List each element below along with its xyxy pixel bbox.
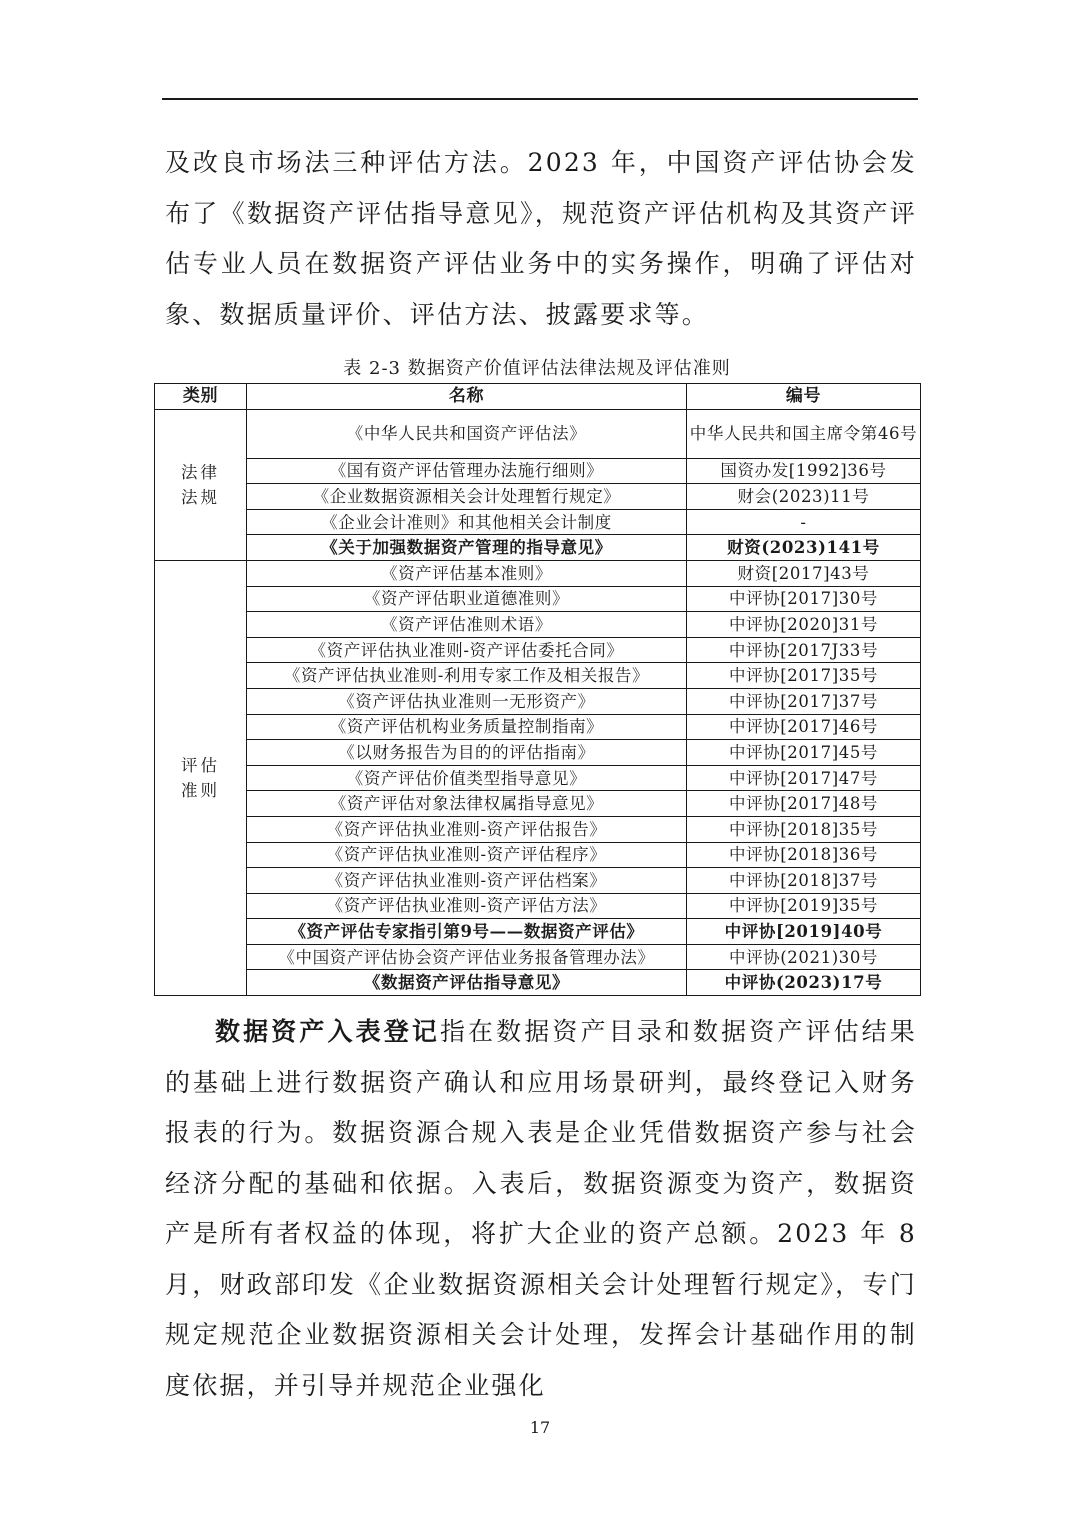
table-caption: 表 2-3 数据资产价值评估法律法规及评估准则: [343, 358, 731, 379]
category-laws: [155, 409, 247, 560]
table-row: [155, 893, 921, 919]
category-laws-line2: 法规: [181, 487, 220, 507]
table-row: [155, 458, 921, 484]
header-name: 名称: [247, 384, 687, 410]
row-number: 国资办发[1992]36号: [687, 458, 921, 484]
row-name: 《中国资产评估协会资产评估业务报备管理办法》: [247, 944, 687, 970]
table-row: [155, 612, 921, 638]
table-row: [155, 791, 921, 817]
row-name: 《资产评估执业准则-利用专家工作及相关报告》: [247, 663, 687, 689]
row-name: 《资产评估执业准则-资产评估档案》: [247, 868, 687, 894]
row-number: 财会(2023)11号: [687, 484, 921, 510]
table-header-row: [155, 384, 921, 410]
row-name: 《资产评估执业准则-资产评估委托合同》: [247, 637, 687, 663]
table-row: [155, 409, 921, 458]
table-row: [155, 663, 921, 689]
row-name: 《资产评估基本准则》: [247, 560, 687, 586]
header-rule: [162, 98, 918, 100]
category-standards-line2: 准则: [181, 781, 220, 801]
row-name: 《资产评估机构业务质量控制指南》: [247, 714, 687, 740]
row-number: 中评协[2017]30号: [687, 586, 921, 612]
category-standards-line1: 评估: [181, 756, 220, 776]
row-number: 中评协[2018]36号: [687, 842, 921, 868]
table-row: [155, 868, 921, 894]
category-laws-line1: 法律: [181, 462, 220, 482]
table-row: [155, 484, 921, 510]
paragraph-1: 及改良市场法三种评估方法。2023 年，中国资产评估协会发布了《数据资产评估指导意见》，规范资产评估机构及其资产评估专业人员在数据资产评估业务中的实务操作，明确了评估对象、数据质量评价、评估方法、披露要求等。: [165, 148, 917, 329]
row-name: 《资产评估执业准则-资产评估方法》: [247, 893, 687, 919]
row-name: 《中华人民共和国资产评估法》: [247, 409, 687, 458]
table-row: [155, 535, 921, 561]
header-category: 类别: [155, 384, 247, 410]
row-name: 《资产评估执业准则-资产评估报告》: [247, 816, 687, 842]
table-row: [155, 714, 921, 740]
row-number: 中评协[2019]40号: [687, 919, 921, 945]
row-name: 《企业会计准则》和其他相关会计制度: [247, 509, 687, 535]
table-row: [155, 740, 921, 766]
row-name: 《资产评估执业准则-资产评估程序》: [247, 842, 687, 868]
table-row: [155, 970, 921, 996]
row-number: 中评协[2017J33号: [687, 637, 921, 663]
row-number: 中评协[2017]35号: [687, 663, 921, 689]
row-number: -: [687, 509, 921, 535]
row-name: 《资产评估执业准则一无形资产》: [247, 688, 687, 714]
row-number: 财资(2023)141号: [687, 535, 921, 561]
row-number: 中评协[2019]35号: [687, 893, 921, 919]
table-row: [155, 816, 921, 842]
row-number: 中华人民共和国主席令第46号: [687, 409, 921, 458]
row-name: 《资产评估准则术语》: [247, 612, 687, 638]
table-row: [155, 560, 921, 586]
table-row: [155, 509, 921, 535]
paragraph-2-text: 指在数据资产目录和数据资产评估结果的基础上进行数据资产确认和应用场景研判，最终登记入财务报表的行为。数据资源合规入表是企业凭借数据资产参与社会经济分配的基础和依据。入表后，数据资源变为资产，数据资产是所有者权益的体现，将扩大企业的资产总额。2023 年 8 月，财政部印发《企业数据资源相关会计处理暂行规定》，专门规定规范企业数据资源相关会计处理，发挥会计基础作用的制度依据，并引导并规范企业强化: [165, 1017, 917, 1400]
row-name: 《资产评估价值类型指导意见》: [247, 765, 687, 791]
row-number: 中评协[2017]45号: [687, 740, 921, 766]
row-name: 《数据资产评估指导意见》: [247, 970, 687, 996]
table-row: [155, 944, 921, 970]
category-standards: [155, 560, 247, 995]
row-number: 中评协[2017]46号: [687, 714, 921, 740]
row-number: 中评协(2021)30号: [687, 944, 921, 970]
row-name: 《以财务报告为目的的评估指南》: [247, 740, 687, 766]
header-number: 编号: [687, 384, 921, 410]
row-number: 中评协[2017]48号: [687, 791, 921, 817]
table-row: [155, 842, 921, 868]
paragraph-2-lead: 数据资产入表登记: [215, 1017, 440, 1046]
row-name: 《资产评估职业道德准则》: [247, 586, 687, 612]
row-number: 中评协[2018]35号: [687, 816, 921, 842]
row-number: 中评协[2017]47号: [687, 765, 921, 791]
row-number: 中评协[2017]37号: [687, 688, 921, 714]
page-number: 17: [529, 1418, 551, 1437]
row-name: 《企业数据资源相关会计处理暂行规定》: [247, 484, 687, 510]
row-name: 《国有资产评估管理办法施行细则》: [247, 458, 687, 484]
table-row: [155, 637, 921, 663]
row-number: 中评协[2018]37号: [687, 868, 921, 894]
row-number: 财资[2017]43号: [687, 560, 921, 586]
row-name: 《关于加强数据资产管理的指导意见》: [247, 535, 687, 561]
table-row: [155, 765, 921, 791]
row-name: 《资产评估专家指引第9号——数据资产评估》: [247, 919, 687, 945]
row-name: 《资产评估对象法律权属指导意见》: [247, 791, 687, 817]
paragraph-2: [165, 1007, 917, 1411]
table-row: [155, 688, 921, 714]
row-number: 中评协(2023)17号: [687, 970, 921, 996]
row-number: 中评协[2020]31号: [687, 612, 921, 638]
table-row: [155, 586, 921, 612]
regulations-table: [154, 383, 921, 996]
table-row: [155, 919, 921, 945]
